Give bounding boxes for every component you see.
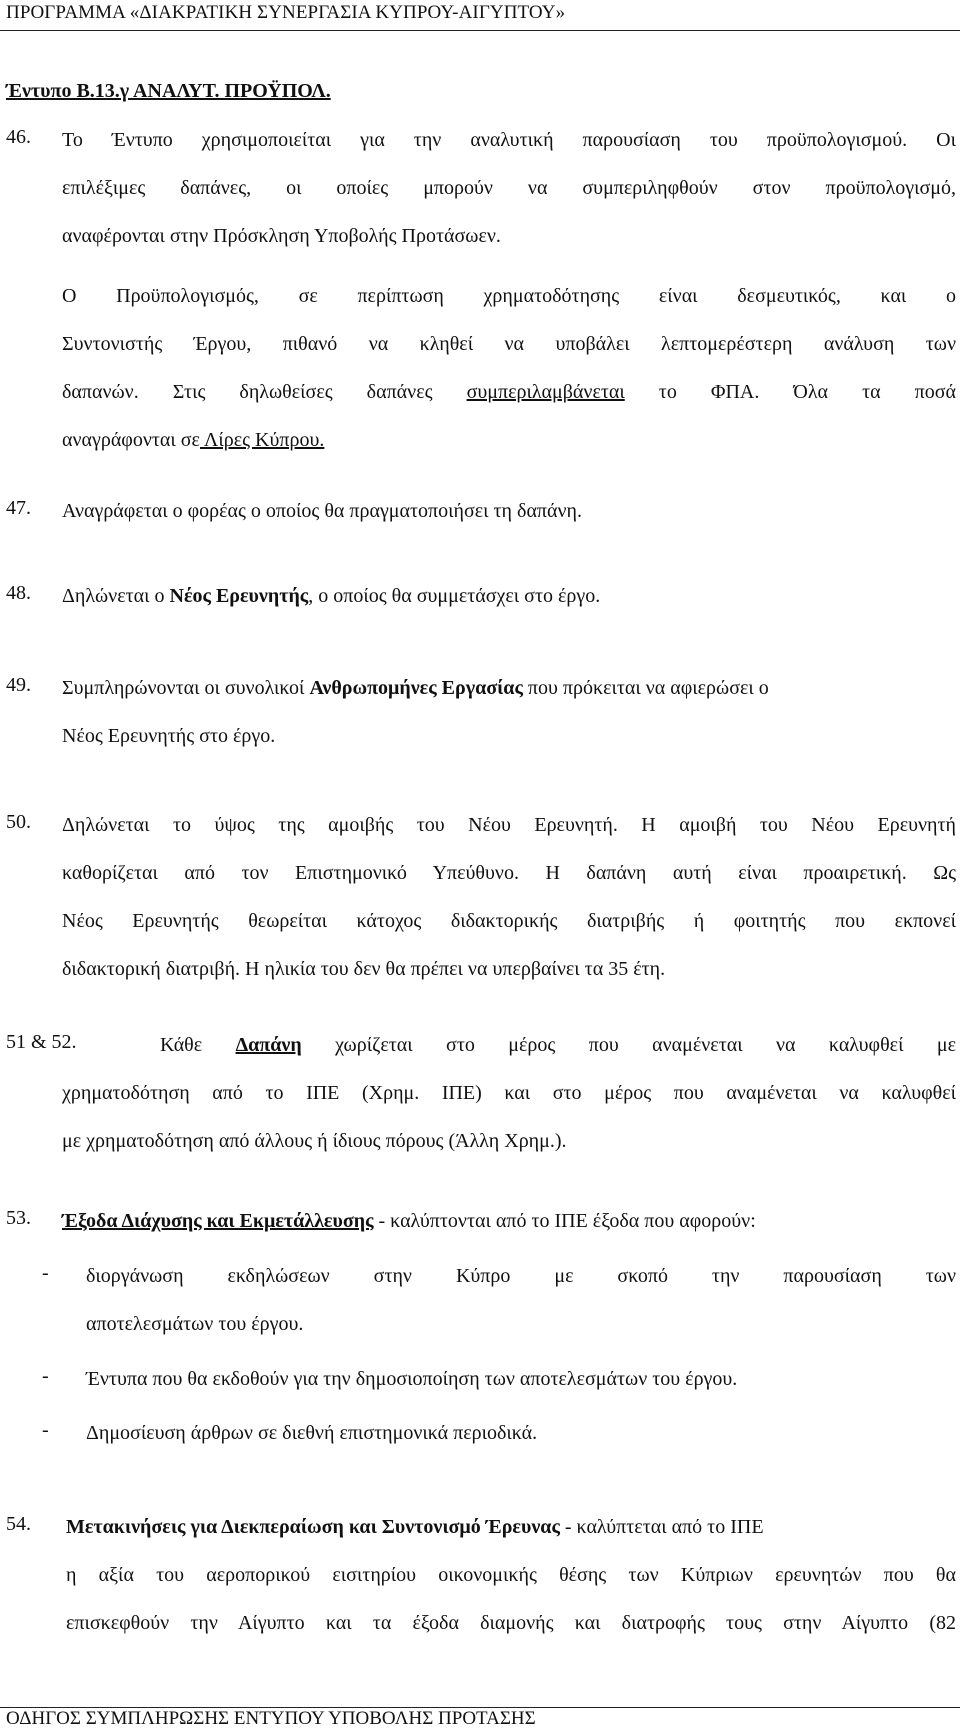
p46-line2: επιλέξιμες δαπάνες, οι οποίες μπορούν να συμπεριληφθούν στον προϋπολογισμό, bbox=[62, 177, 956, 199]
p46-line4: Ο Προϋπολογισμός, σε περίπτωση χρηματοδότησης είναι δεσμευτικός, και ο bbox=[62, 285, 956, 307]
p53-item1-line1: διοργάνωση εκδηλώσεων στην Κύπρο με σκοπό την παρουσίαση των bbox=[86, 1265, 956, 1287]
p46-line5: Συντονιστής Έργου, πιθανό να κληθεί να υποβάλει λεπτομερέστερη ανάλυση των bbox=[62, 333, 956, 355]
p46-line1: Το Έντυπο χρησιμοποιείται για την αναλυτική παρουσίαση του προϋπολογισμού. Οι bbox=[62, 129, 956, 151]
item-number-54: 54. bbox=[6, 1513, 31, 1535]
item-number-46: 46. bbox=[6, 126, 31, 148]
p46-line3: αναφέρονται στην Πρόσκληση Υποβολής Προτάσωεν. bbox=[62, 225, 501, 247]
item-number-53: 53. bbox=[6, 1207, 31, 1229]
p50-line4: διδακτορική διατριβή. Η ηλικία του δεν θα πρέπει να υπερβαίνει τα 35 έτη. bbox=[62, 958, 666, 980]
p53-line1: Έξοδα Διάχυσης και Εκμετάλλευσης - καλύπτονται από το ΙΠΕ έξοδα που αφορούν: bbox=[62, 1210, 756, 1232]
page-footer: ΟΔΗΓΟΣ ΣΥΜΠΛΗΡΩΣΗΣ ΕΝΤΥΠΟΥ ΥΠΟΒΟΛΗΣ ΠΡΟΤΑΣΗΣ bbox=[6, 1708, 536, 1729]
item-number-47: 47. bbox=[6, 497, 31, 519]
p50-line2: καθορίζεται από τον Επιστημονικό Υπεύθυνο. Η δαπάνη αυτή είναι προαιρετική. Ως bbox=[62, 862, 956, 884]
p50-line3: Νέος Ερευνητής θεωρείται κάτοχος διδακτορικής διατριβής ή φοιτητής που εκπονεί bbox=[62, 910, 956, 932]
p54-line3: επισκεφθούν την Αίγυπτο και τα έξοδα διαμονής και διατροφής τους στην Αίγυπτο (82 bbox=[66, 1612, 956, 1634]
p54-line2: η αξία του αεροπορικού εισιτηρίου οικονομικής θέσης των Κύπριων ερευνητών που θα bbox=[66, 1564, 956, 1586]
list-dash: - bbox=[42, 1419, 49, 1441]
p53-item1-line2: αποτελεσμάτων του έργου. bbox=[86, 1313, 304, 1335]
p48-text: Δηλώνεται ο Νέος Ερευνητής, ο οποίος θα συμμετάσχει στο έργο. bbox=[62, 585, 601, 607]
p46-line7: αναγράφονται σε Λίρες Κύπρου. bbox=[62, 429, 325, 451]
item-number-51-52: 51 & 52. bbox=[6, 1031, 77, 1053]
p49-line2: Νέος Ερευνητής στο έργο. bbox=[62, 725, 276, 747]
p51-line3: με χρηματοδότηση από άλλους ή ίδιους πόρους (Άλλη Χρημ.). bbox=[62, 1130, 567, 1152]
header-rule bbox=[0, 30, 960, 31]
item-number-50: 50. bbox=[6, 811, 31, 833]
p53-item3-line1: Δημοσίευση άρθρων σε διεθνή επιστημονικά περιοδικά. bbox=[86, 1422, 538, 1444]
item-number-49: 49. bbox=[6, 674, 31, 696]
p49-line1: Συμπληρώνονται οι συνολικοί Ανθρωπομήνες Εργασίας που πρόκειται να αφιερώσει ο bbox=[62, 677, 769, 699]
p47-text: Αναγράφεται ο φορέας ο οποίος θα πραγματοποιήσει τη δαπάνη. bbox=[62, 500, 582, 522]
form-code: Έντυπο Β.13.γ ΑΝΑΛΥΤ. ΠΡΟΫΠΟΛ. bbox=[6, 80, 331, 102]
list-dash: - bbox=[42, 1365, 49, 1387]
item-number-48: 48. bbox=[6, 582, 31, 604]
p46-line6: δαπανών. Στις δηλωθείσες δαπάνες συμπεριλαμβάνεται το ΦΠΑ. Όλα τα ποσά bbox=[62, 381, 956, 403]
p51-line2: χρηματοδότηση από το ΙΠΕ (Χρημ. ΙΠΕ) και στο μέρος που αναμένεται να καλυφθεί bbox=[62, 1082, 956, 1104]
p54-line1: Μετακινήσεις για Διεκπεραίωση και Συντονισμό Έρευνας - καλύπτεται από το ΙΠΕ bbox=[66, 1516, 764, 1538]
p50-line1: Δηλώνεται το ύψος της αμοιβής του Νέου Ερευνητή. Η αμοιβή του Νέου Ερευνητή bbox=[62, 814, 956, 836]
list-dash: - bbox=[42, 1262, 49, 1284]
p53-item2-line1: Έντυπα που θα εκδοθούν για την δημοσιοποίηση των αποτελεσμάτων του έργου. bbox=[86, 1368, 738, 1390]
page-header: ΠΡΟΓΡΑΜΜΑ «ΔΙΑΚΡΑΤΙΚΗ ΣΥΝΕΡΓΑΣΙΑ ΚΥΠΡΟΥ-ΑΙΓΥΠΤΟΥ» bbox=[6, 2, 566, 23]
p51-line1: Κάθε Δαπάνη χωρίζεται στο μέρος που αναμένεται να καλυφθεί με bbox=[160, 1034, 956, 1056]
